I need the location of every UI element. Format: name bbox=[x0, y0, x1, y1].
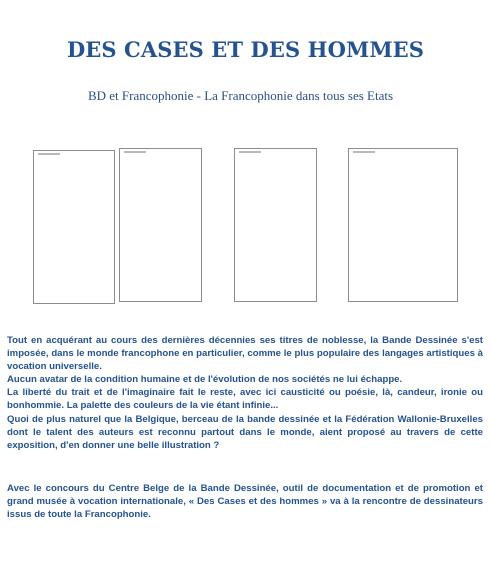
comic-panel-frame bbox=[234, 148, 317, 302]
paragraph: Quoi de plus naturel que la Belgique, berceau de la bande dessinée et la Fédération Wallonie-Bruxelles dont le talent des auteurs est reconnu partout dans le monde, aient proposé au travers de cette exposition, d'en donner une belle illustration ? bbox=[7, 414, 483, 451]
page-title: DES CASES ET DES HOMMES bbox=[66, 37, 425, 62]
belgium-text-block bbox=[7, 413, 483, 452]
paragraph: Tout en acquérant au cours des dernières décennies ses titres de noblesse, la Bande Dessinée s'est imposée, dans le monde francophone en particulier, comme le plus populaire des langages artistiques à vocation universelle. bbox=[7, 335, 483, 372]
frame-caption bbox=[124, 151, 146, 153]
comic-panel-frame bbox=[33, 150, 115, 304]
frame-caption bbox=[239, 151, 261, 153]
paragraph: La liberté du trait et de l'imaginaire fait le reste, avec ici causticité ou poésie, là, candeur, ironie ou bonhommie. La palette des couleurs de la vie étant infinie... bbox=[7, 387, 483, 411]
paragraph: Avec le concours du Centre Belge de la Bande Dessinée, outil de documentation et de promotion et grand musée à vocation internationale, « Des Cases et des hommes » va à la rencontre de dessinateurs issus de toute la Francophonie. bbox=[7, 483, 483, 520]
frame-caption bbox=[353, 151, 375, 153]
page-subtitle: BD et Francophonie - La Francophonie dans tous ses Etats bbox=[87, 88, 394, 103]
comic-panel-frame bbox=[348, 148, 458, 302]
comic-panel-frame bbox=[119, 148, 202, 302]
frame-caption bbox=[38, 153, 60, 155]
intro-text-block bbox=[7, 334, 483, 412]
paragraph: Aucun avatar de la condition humaine et de l'évolution de nos sociétés ne lui échappe. bbox=[7, 374, 403, 385]
cbbd-text-block bbox=[7, 482, 483, 521]
